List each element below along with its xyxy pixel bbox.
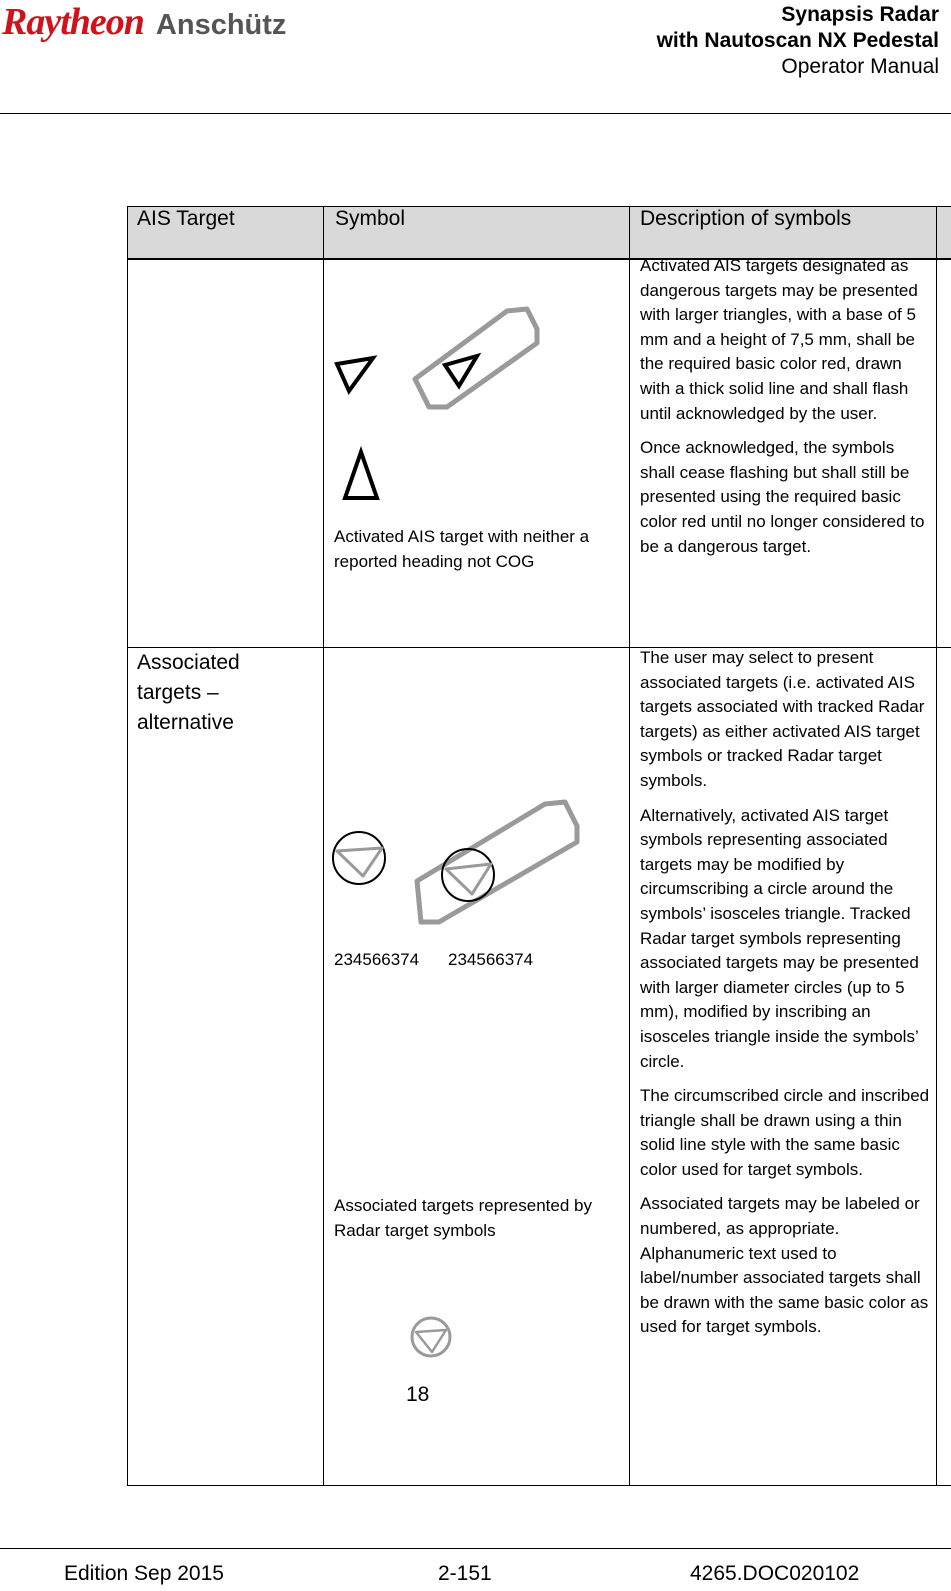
company-logo	[2, 0, 286, 42]
dangerous-target-triangle-icon-selected	[445, 356, 477, 386]
radar-target-number: 18	[406, 1383, 430, 1406]
description-row2-para2: Alternatively, activated AIS target symbols representing associated targets may be modified by circumscribing a circle around the symbols’ isosceles triangle. Tracked Radar target symbols representing associated targets may be presented with larger diameter circles (up to 5 mm), modified by inscribing an isosceles triangle inside the symbols’ circle.	[640, 805, 919, 1071]
description-row1-para1: Activated AIS targets designated as dangerous targets may be presented with larger triangles, with a base of 5 mm and a height of 7,5 mm, shall be the required basic color red, drawn with a thick solid line and shall flash until acknowledged by the user.	[640, 256, 918, 423]
table-border-bottom	[127, 1485, 951, 1486]
associated-target-id-2: 234566374	[448, 950, 534, 969]
footer-edition: Edition Sep 2015	[64, 1562, 224, 1585]
table-border-right	[936, 206, 937, 1486]
description-row1-para2: Once acknowledged, the symbols shall cease flashing but shall still be presented using the required basic color red until no longer considered to be a dangerous target.	[640, 438, 925, 556]
description-row2	[640, 646, 932, 1350]
dangerous-target-symbols	[327, 301, 627, 511]
document-title	[657, 2, 939, 80]
description-row1	[640, 254, 930, 569]
associated-target-inscribed-triangle-icon	[337, 848, 382, 876]
symbols-table	[127, 206, 951, 1506]
col-header-description: Description of symbols	[640, 207, 852, 230]
symbol-caption-row1: Activated AIS target with neither a reported heading not COG	[334, 527, 590, 571]
table-col-divider-1	[323, 206, 324, 1486]
table-col-divider-2	[629, 206, 630, 1486]
description-row2-para3: The circumscribed circle and inscribed triangle shall be drawn using a thin solid line style with the same basic color used for target symbols.	[640, 1086, 930, 1179]
associated-target-symbols	[327, 796, 627, 936]
title-line-1: Synapsis Radar	[781, 3, 939, 26]
radar-target-symbol	[407, 1314, 457, 1364]
dangerous-target-triangle-icon	[337, 358, 373, 391]
table-border-left	[127, 206, 128, 1486]
associated-target-id-1: 234566374	[334, 950, 420, 969]
logo-anschutz: Anschütz	[155, 9, 287, 41]
associated-target-circle-icon-selected	[442, 849, 494, 901]
ais-target-associated-alternative: Associated targets – alternative	[137, 651, 240, 734]
title-line-2: with Nautoscan NX Pedestal	[656, 29, 939, 52]
header-rule	[0, 113, 951, 114]
selection-box-2	[417, 802, 577, 922]
description-row2-para1: The user may select to present associated targets (i.e. activated AIS targets associated with tracked Radar targets) as either activated AIS target symbols or tracked Radar target symbols.	[640, 648, 925, 790]
title-line-3: Operator Manual	[781, 55, 939, 78]
col-header-ais-target: AIS Target	[137, 207, 235, 230]
associated-target-circle-icon	[333, 832, 385, 884]
col-header-symbol: Symbol	[335, 207, 406, 230]
description-row2-para4: Associated targets may be labeled or numbered, as appropriate. Alphanumeric text used to label/number associated targets shall be drawn with the same basic color as used for target symbols.	[640, 1194, 929, 1337]
logo-raytheon: Raytheon	[2, 1, 144, 43]
footer-rule	[0, 1548, 951, 1549]
associated-target-inscribed-triangle-icon-selected	[446, 864, 491, 894]
no-heading-triangle-icon	[345, 452, 377, 498]
symbol-caption-row2: Associated targets represented by Radar target symbols	[334, 1196, 592, 1240]
footer-page-number: 2-151	[438, 1562, 492, 1585]
footer-doc-number: 4265.DOC020102	[690, 1562, 860, 1585]
radar-target-triangle-icon	[416, 1330, 446, 1352]
